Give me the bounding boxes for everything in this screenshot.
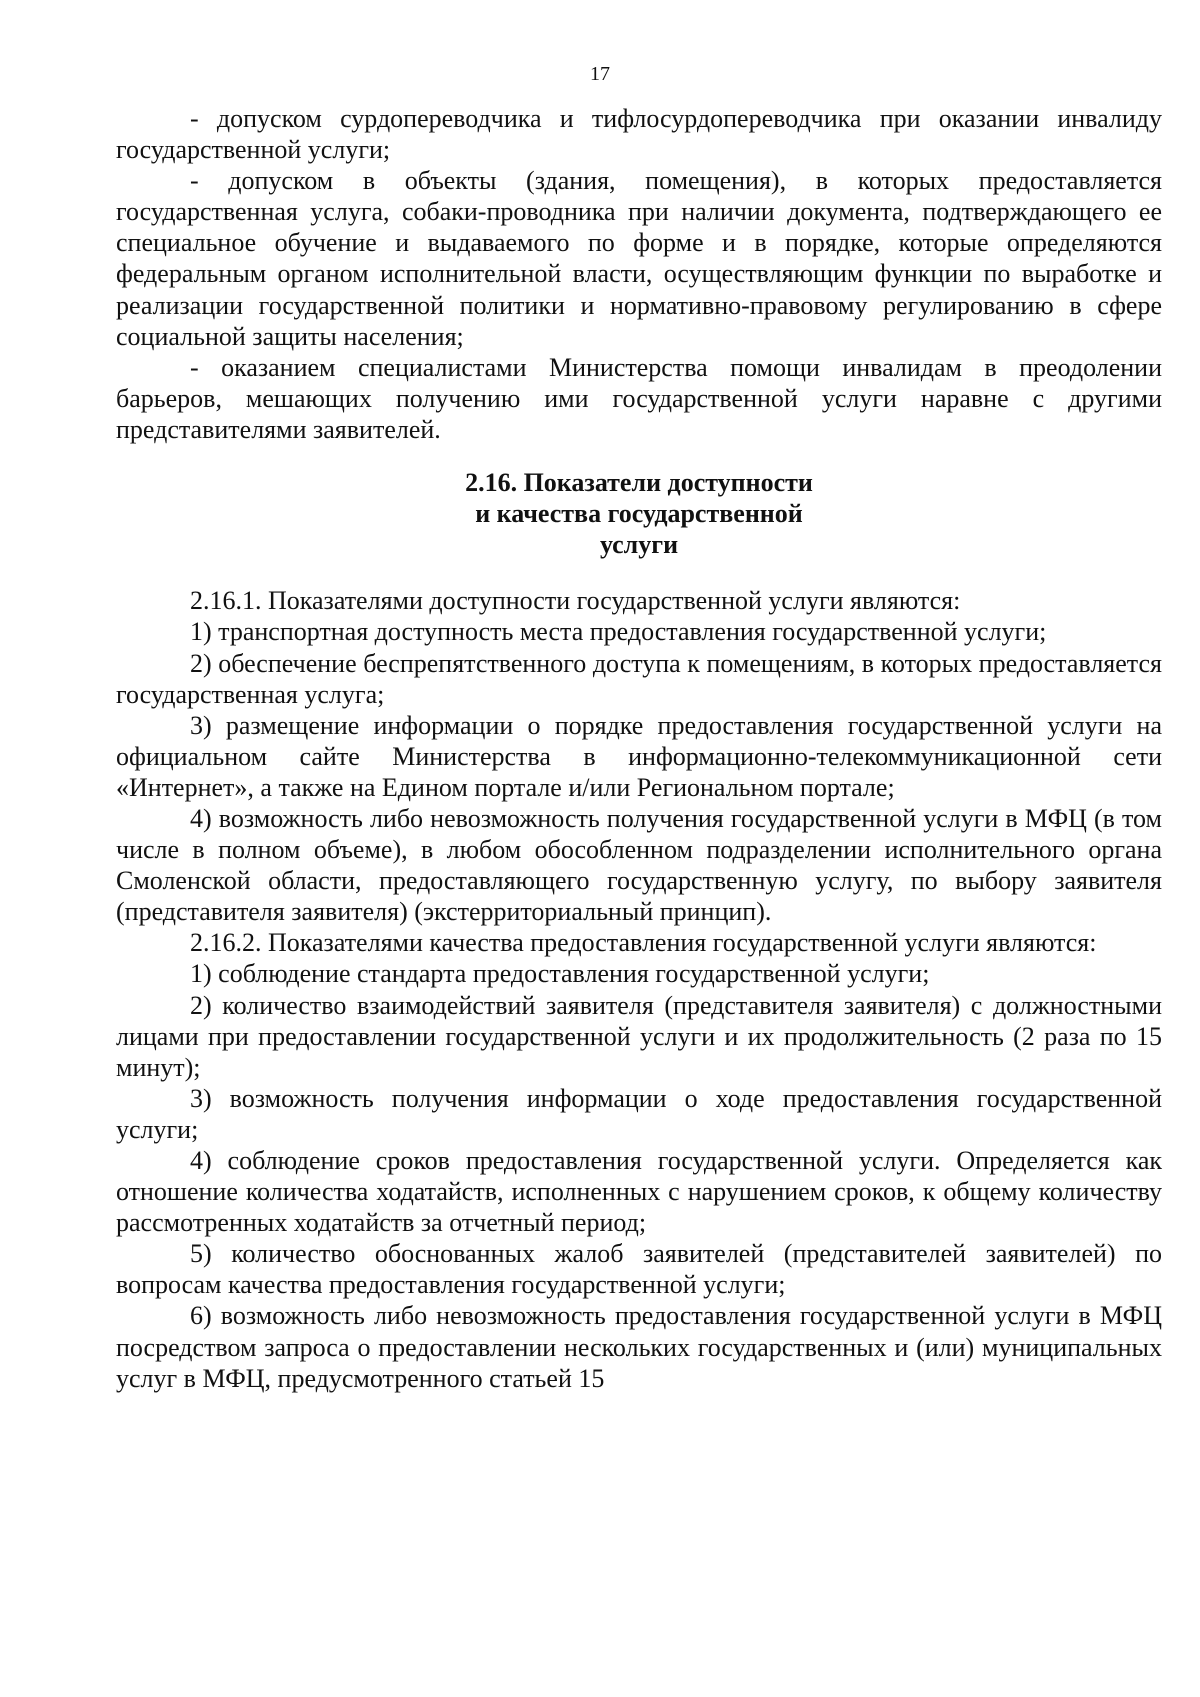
list-item-information-placement: 3) размещение информации о порядке предоставления государственной услуги на официальном сайте Министерства в информационно-телекоммуникационной сети «Интернет», а также на Едином портале и/или Региональном портале; bbox=[116, 710, 1162, 802]
document-body bbox=[116, 103, 1162, 1394]
section-heading-line-1: 2.16. Показатели доступности bbox=[465, 468, 813, 498]
paragraph-2-16-2-intro: 2.16.2. Показателями качества предоставления государственной услуги являются: bbox=[190, 928, 1097, 958]
list-item-complex-request: 6) возможность либо невозможность предоставления государственной услуги в МФЦ посредством запроса о предоставлении нескольких государственных и (или) муниципальных услуг в МФЦ, предусмотренного статьей 15 bbox=[116, 1301, 1162, 1393]
paragraph-guide-dog-access: - допуском в объекты (здания, помещения), в которых предоставляется государственная услуга, собаки-проводника при наличии документа, подтверждающего ее специальное обучение и выдаваемого по форме и в порядке, которые определяются федеральным органом исполнительной власти, осуществляющим функции по выработке и реализации государственной политики и нормативно-правовому регулированию в сфере социальной защиты населения; bbox=[116, 166, 1162, 351]
section-heading-line-3: услуги bbox=[599, 530, 679, 560]
list-item-progress-information: 3) возможность получения информации о ходе предоставления государственной услуги; bbox=[116, 1083, 1162, 1144]
list-item-justified-complaints: 5) количество обоснованных жалоб заявителей (представителей заявителей) по вопросам качества предоставления государственной услуги; bbox=[116, 1239, 1162, 1300]
list-item-mfc-possibility: 4) возможность либо невозможность получения государственной услуги в МФЦ (в том числе в полном объеме), в любом обособленном подразделении исполнительного органа Смоленской области, предоставляющего государственную услугу, по выбору заявителя (представителя заявителя) (экстерриториальный принцип). bbox=[116, 803, 1162, 927]
page-number: 17 bbox=[590, 63, 610, 85]
section-heading-line-2: и качества государственной bbox=[475, 499, 803, 529]
list-item-deadline-compliance: 4) соблюдение сроков предоставления государственной услуги. Определяется как отношение количества ходатайств, исполненных с нарушением сроков, к общему количеству рассмотренных ходатайств за отчетный период; bbox=[116, 1146, 1162, 1238]
list-item-interaction-count: 2) количество взаимодействий заявителя (представителя заявителя) с должностными лицами при предоставлении государственной услуги и их продолжительность (2 раза по 15 минут); bbox=[116, 990, 1162, 1082]
paragraph-2-16-1-intro: 2.16.1. Показателями доступности государственной услуги являются: bbox=[190, 586, 961, 616]
list-item-transport-accessibility: 1) транспортная доступность места предоставления государственной услуги; bbox=[190, 617, 1047, 647]
section-heading-2-16 bbox=[116, 467, 1162, 560]
list-item-standard-compliance: 1) соблюдение стандарта предоставления государственной услуги; bbox=[190, 959, 930, 989]
paragraph-sign-language-interpreter: - допуском сурдопереводчика и тифлосурдопереводчика при оказании инвалиду государственной услуги; bbox=[116, 104, 1162, 165]
paragraph-specialist-assistance: - оказанием специалистами Министерства помощи инвалидам в преодолении барьеров, мешающих получению ими государственной услуги наравне с другими представителями заявителей. bbox=[116, 352, 1162, 444]
list-item-unobstructed-access: 2) обеспечение беспрепятственного доступа к помещениям, в которых предоставляется государственная услуга; bbox=[116, 648, 1162, 709]
